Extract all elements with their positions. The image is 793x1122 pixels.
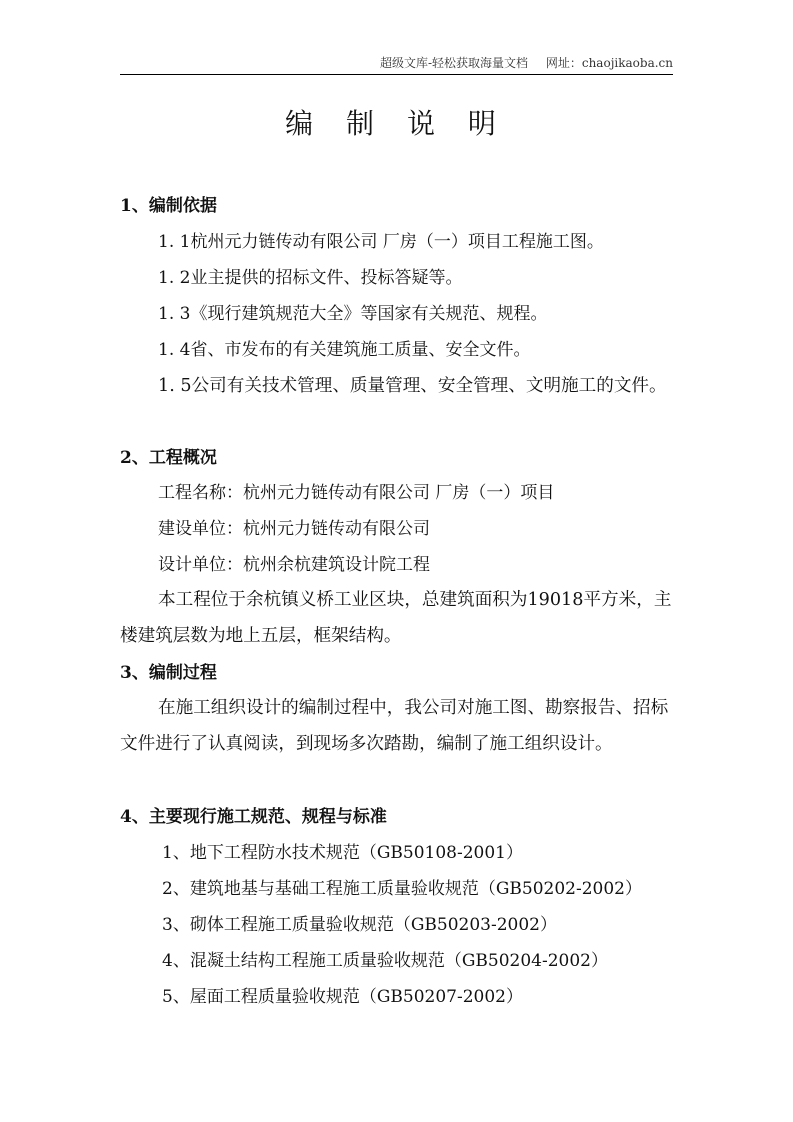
list-item: 4、混凝土结构工程施工质量验收规范（GB50204-2002） bbox=[162, 951, 608, 971]
page-header bbox=[120, 54, 673, 71]
section-heading: 3、编制过程 bbox=[120, 663, 217, 683]
page-title: 编 制 说 明 bbox=[285, 107, 508, 140]
list-item: 建设单位：杭州元力链传动有限公司 bbox=[158, 519, 430, 539]
list-item: 1. 2业主提供的招标文件、投标答疑等。 bbox=[158, 268, 463, 288]
list-item: 1. 5公司有关技术管理、质量管理、安全管理、文明施工的文件。 bbox=[158, 376, 667, 396]
list-item: 1. 1杭州元力链传动有限公司 厂房（一）项目工程施工图。 bbox=[158, 232, 604, 252]
list-item: 1. 4省、市发布的有关建筑施工质量、安全文件。 bbox=[158, 340, 531, 360]
list-item: 设计单位：杭州余杭建筑设计院工程 bbox=[158, 555, 430, 575]
list-item: 1. 3《现行建筑规范大全》等国家有关规范、规程。 bbox=[158, 304, 548, 324]
list-item: 3、砌体工程施工质量验收规范（GB50203-2002） bbox=[162, 915, 557, 935]
section-heading: 2、工程概况 bbox=[120, 448, 217, 468]
section-heading: 4、主要现行施工规范、规程与标准 bbox=[120, 807, 387, 827]
section-heading: 1、编制依据 bbox=[120, 196, 217, 216]
header-url: 网址：chaojikaoba.cn bbox=[545, 56, 673, 70]
list-item: 5、屋面工程质量验收规范（GB50207-2002） bbox=[162, 987, 523, 1007]
paragraph: 在施工组织设计的编制过程中，我公司对施工图、勘察报告、招标文件进行了认真阅读，到现场多次踏勘，编制了施工组织设计。 bbox=[120, 698, 669, 754]
list-item: 工程名称：杭州元力链传动有限公司 厂房（一）项目 bbox=[158, 483, 555, 503]
header-site: 超级文库-轻松获取海量文档 bbox=[379, 56, 529, 70]
paragraph: 本工程位于余杭镇义桥工业区块，总建筑面积为19018平方米，主楼建筑层数为地上五层，框架结构。 bbox=[120, 590, 672, 646]
list-item: 2、建筑地基与基础工程施工质量验收规范（GB50202-2002） bbox=[162, 879, 642, 899]
list-item: 1、地下工程防水技术规范（GB50108-2001） bbox=[162, 843, 523, 863]
header-divider bbox=[120, 74, 673, 75]
